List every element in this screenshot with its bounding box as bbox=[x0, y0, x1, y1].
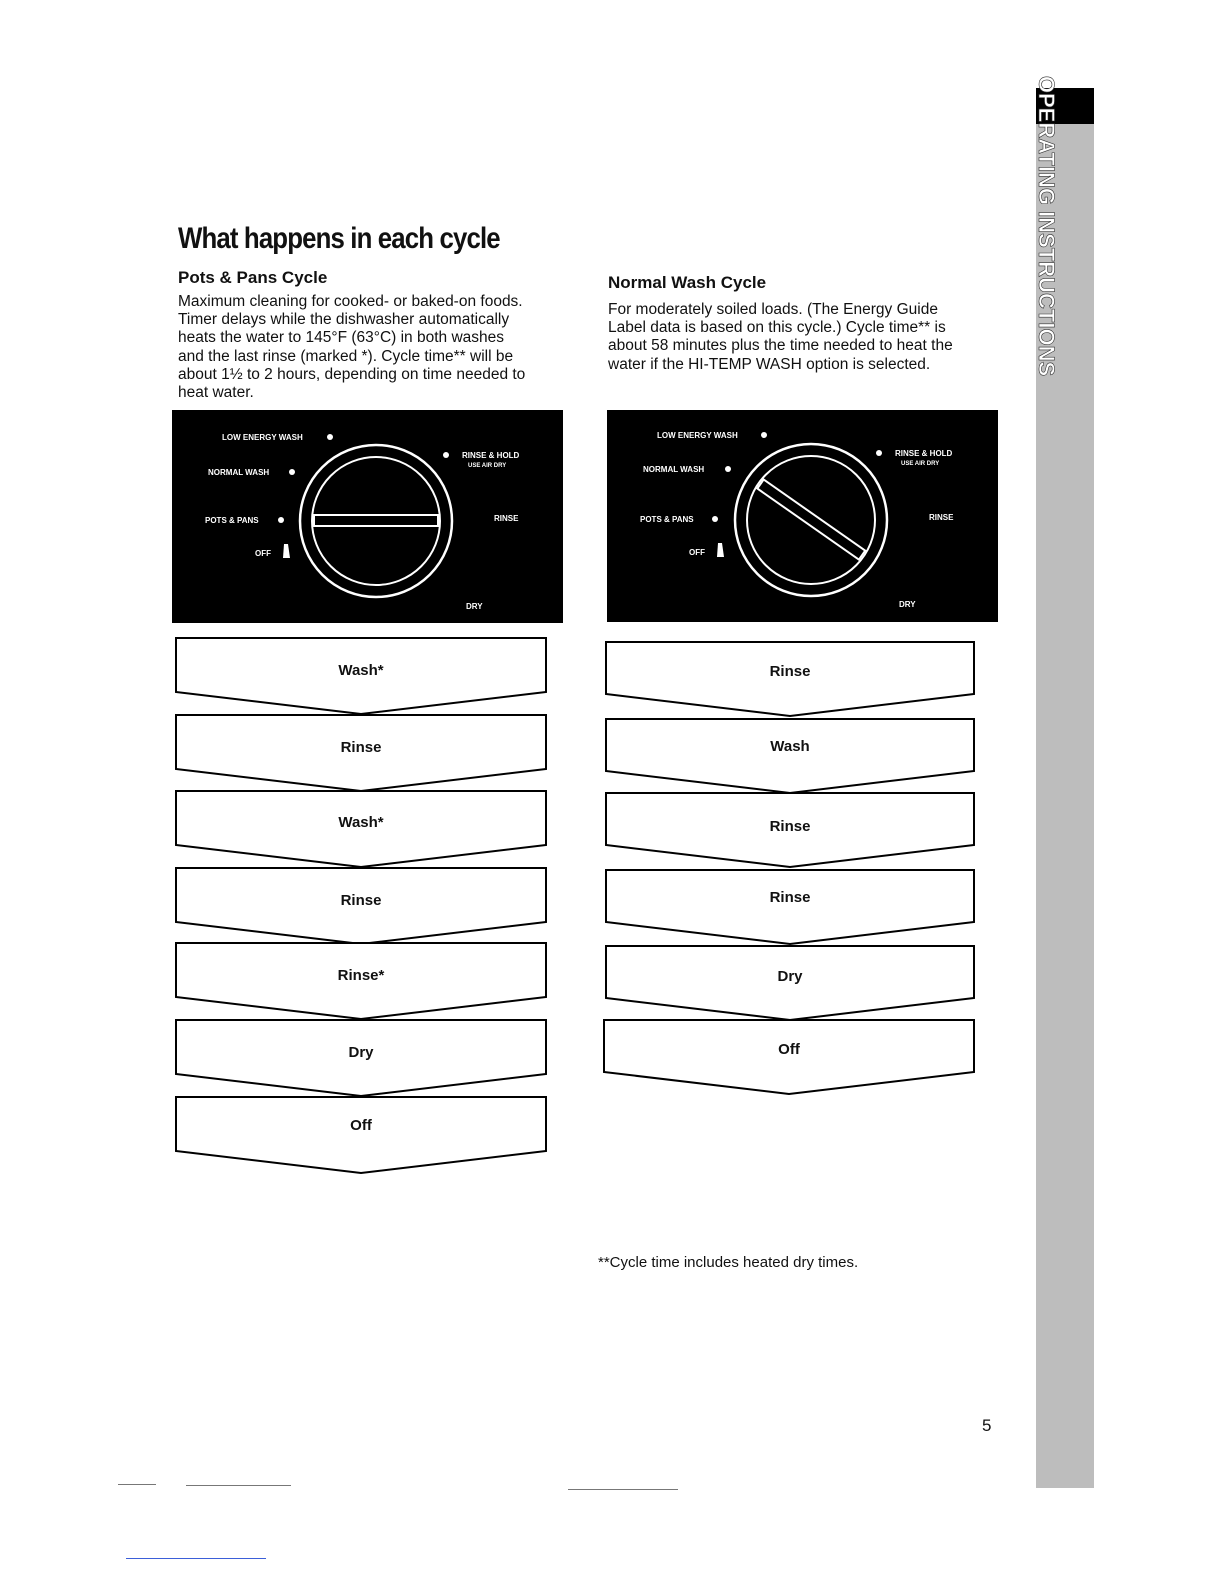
normal-wash-line: about 58 minutes plus the time needed to heat the bbox=[608, 337, 953, 355]
pots-pans-line: heats the water to 145°F (63°C) in both washes bbox=[178, 329, 505, 347]
pots-pans-line: Timer delays while the dishwasher automatically bbox=[178, 311, 510, 329]
dial-label-rinse: RINSE bbox=[929, 513, 954, 522]
side-tab-label-box bbox=[1034, 75, 1093, 496]
cycle-step bbox=[606, 870, 974, 950]
cycle-step bbox=[176, 1020, 546, 1100]
off-marker-icon bbox=[283, 544, 290, 558]
dial-label-rinse-hold: RINSE & HOLD bbox=[462, 451, 520, 460]
cycle-step-label: Rinse bbox=[769, 889, 811, 906]
cycle-step-label: Rinse bbox=[340, 892, 382, 909]
cycle-step-label: Wash bbox=[770, 738, 810, 755]
normal-wash-description bbox=[608, 301, 953, 374]
off-marker-icon bbox=[717, 543, 724, 557]
dial-label-dry: DRY bbox=[466, 602, 483, 611]
dial-label-low-energy: LOW ENERGY WASH bbox=[222, 433, 303, 442]
page-number: 5 bbox=[982, 1416, 992, 1435]
dial-dot bbox=[712, 516, 718, 522]
dial-dot bbox=[443, 452, 449, 458]
dial-label-off: OFF bbox=[255, 549, 271, 558]
cycle-step bbox=[606, 793, 974, 873]
dial-label-pots: POTS & PANS bbox=[205, 516, 259, 525]
dial-label-rinse-hold: RINSE & HOLD bbox=[895, 449, 953, 458]
dial-label-normal: NORMAL WASH bbox=[208, 468, 270, 477]
cycle-step-label: Rinse* bbox=[337, 967, 385, 984]
normal-wash-heading: Normal Wash Cycle bbox=[608, 273, 767, 292]
cycle-step bbox=[606, 642, 974, 722]
cycle-step-label: Wash* bbox=[338, 662, 384, 679]
dial-dot bbox=[876, 450, 882, 456]
dial-pointer bbox=[314, 515, 438, 526]
cycle-step bbox=[176, 943, 546, 1023]
cycle-step bbox=[606, 946, 974, 1026]
dial-label-normal: NORMAL WASH bbox=[643, 465, 705, 474]
pots-pans-dial-graphic bbox=[172, 410, 563, 623]
dial-dot bbox=[278, 517, 284, 523]
normal-wash-line: For moderately soiled loads. (The Energy Guide bbox=[608, 301, 938, 318]
pots-pans-line: about 1½ to 2 hours, depending on time needed to bbox=[178, 365, 526, 383]
normal-wash-dial-graphic bbox=[607, 410, 998, 622]
scan-mark bbox=[118, 1484, 156, 1485]
pots-pans-dial-panel bbox=[172, 410, 563, 623]
scan-mark bbox=[126, 1558, 266, 1559]
pots-pans-description bbox=[178, 293, 525, 402]
dial-label-use-air-dry: USE AIR DRY bbox=[901, 461, 940, 467]
normal-wash-line: water if the HI-TEMP WASH option is selected. bbox=[608, 355, 931, 373]
footnote: **Cycle time includes heated dry times. bbox=[598, 1254, 859, 1271]
scan-mark bbox=[568, 1489, 678, 1490]
side-tab-label: OPERATING INSTRUCTIONS bbox=[1034, 75, 1059, 377]
dial-dot bbox=[725, 466, 731, 472]
dial-label-pots: POTS & PANS bbox=[640, 515, 694, 524]
cycle-step bbox=[606, 719, 974, 799]
pots-pans-line: Maximum cleaning for cooked- or baked-on foods. bbox=[178, 293, 523, 310]
cycle-step-label: Rinse bbox=[340, 739, 382, 756]
dial-label-dry: DRY bbox=[899, 600, 916, 609]
normal-wash-dial-panel bbox=[607, 410, 998, 622]
dial-dot bbox=[327, 434, 333, 440]
scan-mark bbox=[186, 1485, 291, 1486]
cycle-step-label: Rinse bbox=[769, 818, 811, 835]
pots-pans-line: and the last rinse (marked *). Cycle time** will be bbox=[178, 347, 514, 365]
dial-dot bbox=[289, 469, 295, 475]
cycle-step-label: Rinse bbox=[769, 663, 811, 680]
dial-label-use-air-dry: USE AIR DRY bbox=[468, 463, 507, 469]
cycle-step-label: Off bbox=[350, 1117, 372, 1134]
side-tab-label-graphic bbox=[1034, 75, 1093, 496]
dial-label-rinse: RINSE bbox=[494, 514, 519, 523]
cycle-step bbox=[176, 791, 546, 871]
cycle-step bbox=[176, 868, 546, 948]
normal-wash-line: Label data is based on this cycle.) Cycle time** is bbox=[608, 319, 946, 337]
cycle-step-label: Off bbox=[778, 1041, 800, 1058]
dial-label-low-energy: LOW ENERGY WASH bbox=[657, 431, 738, 440]
dial-label-off: OFF bbox=[689, 548, 705, 557]
cycle-step bbox=[604, 1020, 974, 1100]
pots-pans-line: heat water. bbox=[178, 384, 254, 402]
cycle-step-label: Dry bbox=[348, 1044, 374, 1061]
dial-dot bbox=[761, 432, 767, 438]
page-title: What happens in each cycle bbox=[178, 222, 500, 255]
pots-pans-heading: Pots & Pans Cycle bbox=[178, 268, 328, 287]
cycle-step-label: Dry bbox=[777, 968, 803, 985]
cycle-step bbox=[176, 638, 546, 718]
cycle-step bbox=[176, 1097, 546, 1177]
cycle-step bbox=[176, 715, 546, 795]
cycle-step-label: Wash* bbox=[338, 814, 384, 831]
